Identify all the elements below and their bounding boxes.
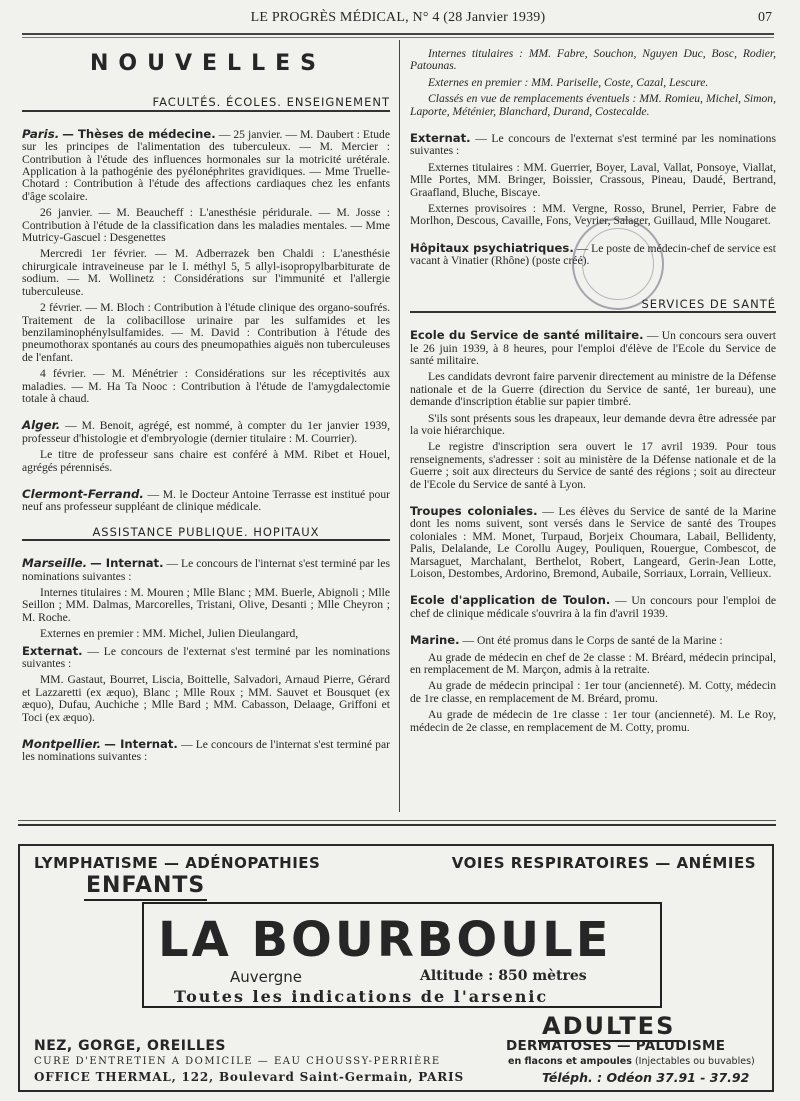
toulon-paragraph [410, 594, 776, 620]
running-title: LE PROGRÈS MÉDICAL, N° 4 (28 Janvier 1939) [250, 10, 546, 25]
topic-hopitaux-psychiatriques: Hôpitaux psychiatriques. [410, 240, 574, 255]
marseille-paragraph-2: Internes titulaires : M. Mouren ; Mlle Blanc ; MM. Buerle, Abignoli ; Mlle Seillon ; MM. Dalmas, Marcorelles, Tristani, Olive, Desanti ; Mlle Cheyron ; M. Roche. [22, 586, 390, 624]
city-clermont: Clermont-Ferrand. [22, 486, 144, 501]
paris-text-1: — 25 janvier. — M. Daubert : Etude sur les principes de l'alimentation des tuberculeux. — M. Mercier : Contribution à l'étude des influences hormonales sur la motricité urétérale. Application à la pathogénie des pyélonéphrites gravidiques. — Mme Truelle-Chotard : Contribution à l'étude des affections cardiaques chez les enfants d'âge scolaire. [22, 127, 390, 203]
ecole-paragraph-2: Les candidats devront faire parvenir directement au ministre de la Défense nationale et de la Guerre (direction du Service de santé, 1er bureau), une demande d'inscription établie sur papier timbré. [410, 370, 776, 409]
city-marseille: Marseille. [22, 556, 88, 571]
advertisement-la-bourboule [18, 844, 774, 1092]
ad-dermatoses: DERMATOSES — PALUDISME [506, 1038, 726, 1054]
marseille-text-1: — Le concours de l'internat s'est terminé par les nominations suivantes : [22, 557, 390, 583]
ad-auvergne: Auvergne [230, 968, 303, 986]
troupes-paragraph [410, 505, 776, 580]
column-divider [399, 40, 400, 812]
marine-paragraph-3: Au grade de médecin principal : 1er tour (ancienneté). M. Cotty, médecin de 1re classe, en remplacement de M. Bréard, promu. [410, 679, 776, 705]
page-heading: NOUVELLES [90, 51, 326, 76]
externat-intro: — Le concours de l'externat s'est terminé par les nominations suivantes : [410, 132, 776, 158]
paris-paragraph-2: 26 janvier. — M. Beaucheff : L'anesthésie péridurale. — M. Josse : Contribution à l'étude de la classification dans les maladies mentales. — Mme Mutricy-Gascuel : Desgenettes [22, 206, 390, 245]
topic-troupes-coloniales: Troupes coloniales. [410, 503, 538, 518]
ad-line-lymphatisme: LYMPHATISME — ADÉNOPATHIES [34, 854, 321, 872]
marine-paragraph-4: Au grade de médecin de 1re classe : 1er tour (ancienneté). M. Le Roy, médecin de 2e classe, en remplacement de M. Cotty, promu. [410, 708, 776, 734]
header-rule-thin [22, 37, 774, 38]
externes-titulaires: Externes titulaires : MM. Guerrier, Boyer, Laval, Vallat, Ponsoye, Viallat, Mlle Portes, MM. Bringer, Boissier, Crassous, Pineau, Daudé, Bertrand, Graafland, Bluche, Biscaye. [410, 160, 776, 199]
footer-rule [18, 820, 776, 821]
ad-title: LA BOURBOULE [158, 912, 612, 968]
ad-title-box [142, 902, 662, 1008]
ad-indications: Toutes les indications de l'arsenic [174, 987, 549, 1006]
montpellier-classes: Classés en vue de remplacements éventuels : MM. Romieu, Michel, Simon, Laporte, Méténier, Blanchard, Durand, Costecalde. [410, 92, 776, 118]
city-montpellier: Montpellier. [22, 737, 102, 752]
hopitaux-text: — Le poste de médecin-chef de service est vacant à Vinatier (Rhône) (poste créé). [410, 241, 776, 268]
library-stamp [572, 218, 664, 310]
ad-altitude: Altitude : 850 mètres [420, 968, 587, 984]
marseille-externat-paragraph [22, 645, 390, 671]
ad-adultes: ADULTES [542, 1012, 676, 1040]
ecole-paragraph-4: Le registre d'inscription sera ouvert le 17 avril 1939. Pour tous renseignements, s'adresser : soit au ministère de la Défense nationale et de la Guerre ; soit aux directeurs du Service de santé des régions ; soit au directeur de l'Ecole du Service de santé à Lyon. [410, 440, 776, 491]
marine-text-1: — Ont été promus dans le Corps de santé de la Marine : [462, 634, 723, 648]
marseille-externat-list: MM. Gastaut, Bourret, Liscia, Boittelle, Salvadori, Arnaud Pierre, Gérard et Lazzaretti (ex æquo), Blanc ; Mlle Roux ; MM. Sauvet et Bousquet (ex æquo), Dufau, Auchiche ; Mlle Bard ; MM. Cabasson, Delaage, Griffoni et Toci (ex æquo). [22, 673, 390, 724]
marine-paragraph-1 [410, 634, 776, 647]
montpellier-externat-paragraph [410, 132, 776, 158]
montpellier-paragraph [22, 738, 390, 764]
ecole-paragraph-1 [410, 329, 776, 367]
ad-nez-gorge-oreilles: NEZ, GORGE, OREILLES [34, 1038, 226, 1054]
topic-marine: Marine. [410, 633, 460, 648]
clermont-text: — M. le Docteur Antoine Terrasse est institué pour neuf ans professeur suppléant de clinique médicale. [22, 487, 390, 514]
topic-ecole-toulon: Ecole d'application de Toulon. [410, 593, 611, 608]
ecole-paragraph-3: S'ils sont présents sous les drapeaux, leur demande devra être adressée par la voie hiérarchique. [410, 411, 776, 437]
ad-injectables: (Injectables ou buvables) [634, 1056, 755, 1067]
toulon-text: — Un concours pour l'emploi de chef de clinique médicale s'ouvrira à la fin d'avril 1939. [410, 594, 777, 620]
topic-externat-marseille: Externat. [22, 643, 83, 658]
right-column [410, 48, 776, 738]
ad-line-voies-respiratoires: VOIES RESPIRATOIRES — ANÉMIES [451, 854, 756, 872]
topic-ecole-sante-militaire: Ecole du Service de santé militaire. [410, 328, 644, 343]
header-rule [22, 33, 774, 35]
left-column [22, 44, 390, 768]
ad-flacons [508, 1056, 755, 1067]
marine-paragraph-2: Au grade de médecin en chef de 2e classe : M. Bréard, médecin principal, en remplacement de M. Marçon, admis à la retraite. [410, 650, 776, 677]
montpellier-text: — Le concours de l'internat s'est terminé par les nominations suivantes : [22, 738, 390, 764]
montpellier-externes: Externes en premier : MM. Pariselle, Coste, Cazal, Lescure. [428, 75, 709, 89]
paris-paragraph-3: Mercredi 1er février. — M. Adberrazek ben Chaldi : L'anesthésie chirurgicale intraveineuse par le I. méthyl 5, 5 allyl-isopropylbarbiturate de sodium. — M. Wollinetz : Considérations sur l'immunité et l'allergie tuberculeuse. [22, 247, 390, 298]
troupes-text: — Les élèves du Service de santé de la Marine dont les noms suivent, sont versés dans le Service de santé des Troupes coloniales : MM. Monet, Turpaud, Borjeix Choumara, Labail, Bellidenty, Palis, Delalande, Le Corollu Augey, Pouliquen, Rouergue, Combescot, de Marsaguet, Marchalant, Berthelot, Robert, Langeard, Gerin-Jean Lotte, Loison, Destombes, Ardorino, Bremond, Aubaile, Sorriaux, Lorrain, Vellieux. [410, 504, 776, 580]
alger-paragraph-1 [22, 419, 390, 445]
ad-flacons-text: en flacons et ampoules [508, 1056, 632, 1067]
topic-externat-montpellier: Externat. [410, 131, 471, 146]
clermont-paragraph [22, 488, 390, 514]
ad-telephone: Téléph. : Odéon 37.91 - 37.92 [542, 1070, 750, 1085]
topic-internat-marseille: — Internat. [90, 556, 164, 571]
ad-cure-entretien: CURE D'ENTRETIEN A DOMICILE — EAU CHOUSSY-PERRIÈRE [34, 1056, 441, 1067]
ad-office-thermal: OFFICE THERMAL, 122, Boulevard Saint-Germain, PARIS [34, 1070, 464, 1084]
marseille-paragraph-3: Externes en premier : MM. Michel, Julien Dieulangard, [40, 627, 299, 641]
alger-text-1: — M. Benoit, agrégé, est nommé, à compter du 1er janvier 1939, professeur d'histologie et d'embryologie (dernier titulaire : M. Courrier). [22, 419, 390, 445]
city-alger: Alger. [22, 418, 61, 433]
montpellier-internes: Internes titulaires : MM. Fabre, Souchon, Nguyen Duc, Bosc, Rodier, Patounas. [410, 47, 776, 73]
externat-text-1: — Le concours de l'externat s'est terminé par les nominations suivantes : [22, 644, 390, 671]
city-paris: Paris. [22, 126, 60, 141]
ecole-text-1: — Un concours sera ouvert le 26 juin 1939, à 8 heures, pour l'emploi d'élève de l'Ecole du Service de santé militaire. [410, 329, 776, 367]
alger-paragraph-2: Le titre de professeur sans chaire est conféré à MM. Ribet et Houel, agrégés pérennisés. [22, 448, 390, 474]
topic-theses: — Thèses de médecine. [62, 126, 216, 141]
page-number: 07 [758, 10, 772, 25]
section-heading-services: SERVICES DE SANTÉ [410, 298, 776, 313]
paris-paragraph-1 [22, 128, 390, 203]
section-heading-assistance: ASSISTANCE PUBLIQUE. HOPITAUX [22, 526, 390, 541]
paris-paragraph-4: 2 février. — M. Bloch : Contribution à l'étude clinique des organo-soufrés. Traitement de la colibacillose urinaire par les sulfamides et les benzilaminophénylsulfamides. — M. David : Contribution à l'étude des pneumothorax spontanés au cours des pneumopathies aiguës non tuberculeuses de l'enfant. [22, 301, 390, 364]
topic-internat-montpellier: — Internat. [104, 737, 178, 752]
running-head [24, 10, 772, 32]
marseille-paragraph-1 [22, 557, 390, 583]
footer-rule-thick [18, 824, 776, 826]
section-heading-facultes: FACULTÉS. ÉCOLES. ENSEIGNEMENT [22, 96, 390, 111]
paris-paragraph-5: 4 février. — M. Ménétrier : Considérations sur les réceptivités aux maladies. — M. Ha Ta Nooc : Contribution à l'étude de l'amygdalectomie totale à chaud. [22, 367, 390, 405]
externes-provisoires: Externes provisoires : MM. Vergne, Rosso, Brunel, Perrier, Fabre de Morlhon, Descous, Cavaille, Fons, Veyrier, Salager, Guillaud, Mlle Nougaret. [410, 202, 776, 228]
ad-enfants: ENFANTS [86, 873, 206, 898]
